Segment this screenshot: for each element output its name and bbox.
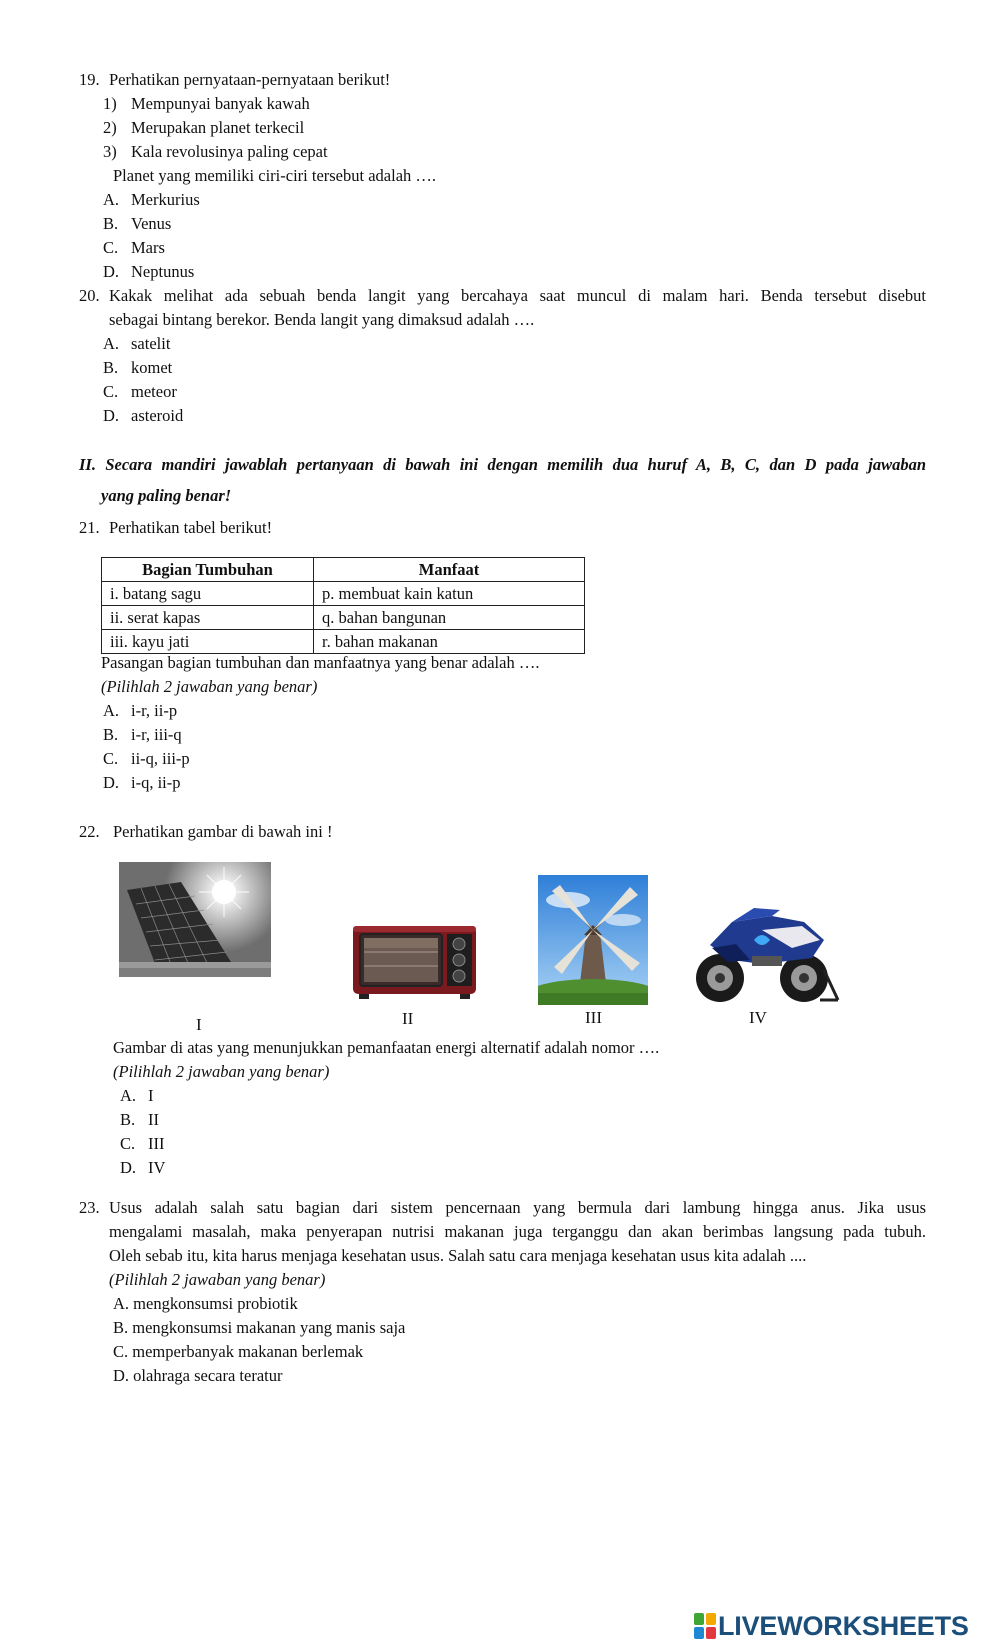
table-row — [102, 582, 585, 606]
windmill-icon — [538, 875, 648, 1005]
question-text: Planet yang memiliki ciri-ciri tersebut adalah …. — [113, 166, 437, 185]
question-number: 23. — [79, 1198, 100, 1217]
table-cell: i. batang sagu — [102, 582, 314, 606]
solar-panel-icon — [119, 862, 271, 977]
picture-label: II — [402, 1009, 414, 1028]
question-stem-continued: Oleh sebab itu, kita harus menjaga kesehatan usus. Salah satu cara menjaga kesehatan usus kita adalah .... — [109, 1246, 807, 1265]
question-number: 22. — [79, 822, 100, 841]
answer-option-d[interactable]: D. asteroid — [103, 406, 184, 425]
question-text: Gambar di atas yang menunjukkan pemanfaatan energi alternatif adalah nomor …. — [113, 1038, 660, 1057]
picture-label: III — [585, 1008, 602, 1027]
question-number: 20. — [79, 286, 100, 305]
table-header: Bagian Tumbuhan — [102, 558, 314, 582]
question-stem: Usus adalah salah satu bagian dari sistem pencernaan yang bermula dari lambung hingga anus. Jika usus — [109, 1198, 926, 1217]
table-cell: iii. kayu jati — [102, 630, 314, 654]
liveworksheets-logo[interactable] — [694, 1611, 969, 1641]
question-text: Pasangan bagian tumbuhan dan manfaatnya yang benar adalah …. — [101, 653, 540, 672]
liveworksheets-logo-icon — [694, 1613, 716, 1639]
answer-option-c[interactable]: C. Mars — [103, 238, 165, 257]
question-stem: Perhatikan tabel berikut! — [109, 518, 273, 537]
question-stem: Kakak melihat ada sebuah benda langit yang bercahaya saat muncul di malam hari. Benda tersebut disebut — [109, 286, 926, 305]
question-number: 21. — [79, 518, 100, 537]
question-number: 19. — [79, 70, 100, 89]
picture-label: I — [196, 1015, 202, 1034]
answer-option-a[interactable]: A. satelit — [103, 334, 171, 353]
answer-option-a[interactable]: A. Merkurius — [103, 190, 200, 209]
answer-option-c[interactable]: C. ii-q, iii-p — [103, 749, 190, 768]
answer-option-b[interactable]: B. komet — [103, 358, 173, 377]
plant-parts-table — [101, 557, 585, 654]
answer-option-c[interactable]: C. meteor — [103, 382, 177, 401]
section-instruction-continued: yang paling benar! — [101, 486, 232, 505]
question-stem: Perhatikan gambar di bawah ini ! — [113, 822, 333, 841]
question-stem: Perhatikan pernyataan-pernyataan berikut! — [109, 70, 391, 89]
answer-option-d[interactable]: D. olahraga secara teratur — [113, 1366, 283, 1385]
table-cell: r. bahan makanan — [314, 630, 585, 654]
table-row — [102, 630, 585, 654]
table-cell: ii. serat kapas — [102, 606, 314, 630]
answer-option-b[interactable]: B. mengkonsumsi makanan yang manis saja — [113, 1318, 406, 1337]
question-stem-continued: mengalami masalah, maka penyerapan nutrisi makanan juga terganggu dan akan berimbas langsung pada tubuh. — [109, 1222, 926, 1241]
answer-hint: (Pilihlah 2 jawaban yang benar) — [101, 677, 318, 696]
answer-option-c[interactable]: C. III — [120, 1134, 165, 1153]
answer-option-d[interactable]: D. i-q, ii-p — [103, 773, 181, 792]
answer-option-a[interactable]: A. i-r, ii-p — [103, 701, 178, 720]
answer-option-a[interactable]: A. mengkonsumsi probiotik — [113, 1294, 298, 1313]
answer-option-b[interactable]: B. Venus — [103, 214, 172, 233]
logo-text: LIVEWORKSHEETS — [718, 1611, 969, 1641]
table-row — [102, 606, 585, 630]
answer-hint: (Pilihlah 2 jawaban yang benar) — [113, 1062, 330, 1081]
table-cell: q. bahan bangunan — [314, 606, 585, 630]
question-stem-continued: sebagai bintang berekor. Benda langit yang dimaksud adalah …. — [109, 310, 535, 329]
motorcycle-icon — [692, 900, 842, 1008]
answer-option-a[interactable]: A. I — [120, 1086, 154, 1105]
statement-item: 3) Kala revolusinya paling cepat — [103, 142, 328, 161]
section-instruction: II. Secara mandiri jawablah pertanyaan di bawah ini dengan memilih dua huruf A, B, C, dan D pada jawaban — [79, 455, 926, 474]
answer-option-d[interactable]: D. Neptunus — [103, 262, 195, 281]
answer-option-b[interactable]: B. II — [120, 1110, 159, 1129]
statement-item: 1) Mempunyai banyak kawah — [103, 94, 310, 113]
table-header: Manfaat — [314, 558, 585, 582]
table-header-row — [102, 558, 585, 582]
electric-oven-icon — [351, 922, 478, 1000]
answer-hint: (Pilihlah 2 jawaban yang benar) — [109, 1270, 326, 1289]
table-cell: p. membuat kain katun — [314, 582, 585, 606]
answer-option-d[interactable]: D. IV — [120, 1158, 166, 1177]
answer-option-c[interactable]: C. memperbanyak makanan berlemak — [113, 1342, 364, 1361]
picture-label: IV — [749, 1008, 767, 1027]
statement-item: 2) Merupakan planet terkecil — [103, 118, 305, 137]
answer-option-b[interactable]: B. i-r, iii-q — [103, 725, 182, 744]
